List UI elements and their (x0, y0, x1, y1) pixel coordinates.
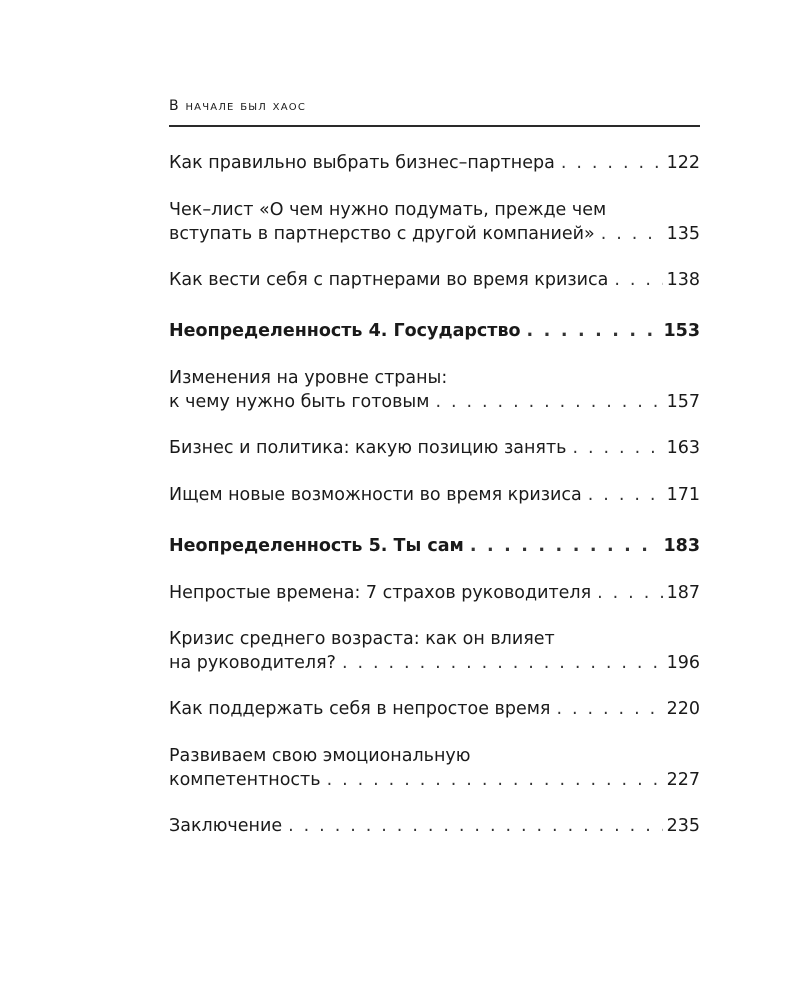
toc-entry-title: Развиваем свою эмоциональную (169, 746, 471, 766)
dot-leader (561, 152, 663, 176)
toc-entry-title-continued: к чему нужно быть готовым (169, 391, 430, 412)
toc-entry (169, 269, 700, 293)
toc-entry-title: Изменения на уровне страны: (169, 368, 448, 388)
toc-entry-title: Как поддержать себя в непростое время (169, 699, 551, 719)
toc-entry-title-continued: компетентность (169, 769, 321, 790)
toc-entry-title: Как правильно выбрать бизнес–партнера (169, 153, 555, 173)
toc-part-title: Неопределенность 4. Государство (169, 321, 521, 341)
toc-entry-title: Кризис среднего возраста: как он влияет (169, 629, 555, 649)
running-head-text: начале был хаос (179, 98, 307, 114)
toc-entry (169, 199, 700, 246)
toc-entry-title: Чек–лист «О чем нужно подумать, прежде чем (169, 200, 607, 220)
toc-entry (169, 367, 700, 414)
toc-entry (169, 745, 700, 792)
toc-page-number: 157 (666, 391, 700, 412)
dot-leader (470, 535, 660, 559)
running-head-initial: В (169, 98, 180, 114)
toc-part-entry (169, 320, 700, 344)
dot-leader (597, 582, 662, 606)
dot-leader (614, 269, 662, 293)
toc-entry (169, 698, 700, 722)
toc-entry (169, 815, 700, 839)
toc-page-number: 227 (666, 769, 700, 790)
toc-entry (169, 484, 700, 508)
toc-page-number: 163 (666, 438, 700, 458)
toc-entry-title: Бизнес и политика: какую позицию занять (169, 438, 567, 458)
header-rule (169, 125, 700, 127)
dot-leader (572, 437, 662, 461)
toc-entry-title: Непростые времена: 7 страхов руководителя (169, 583, 592, 603)
dot-leader (556, 698, 662, 722)
toc-page-number: 138 (666, 270, 700, 290)
dot-leader (527, 320, 660, 344)
toc-page-number: 183 (663, 536, 700, 556)
dot-leader (588, 484, 663, 508)
toc-page-number: 187 (666, 583, 700, 603)
toc-page-number: 122 (666, 153, 700, 173)
toc-entry-title: Ищем новые возможности во время кризиса (169, 485, 582, 505)
toc-part-title: Неопределенность 5. Ты сам (169, 536, 464, 556)
toc-entry (169, 437, 700, 461)
dot-leader (435, 391, 662, 415)
dot-leader (327, 769, 663, 793)
toc-entry-title: Заключение (169, 816, 283, 836)
toc-entry-title: Как вести себя с партнерами во время кризиса (169, 270, 609, 290)
toc-entry (169, 152, 700, 176)
toc-entry (169, 628, 700, 675)
toc-page-number: 135 (666, 223, 700, 244)
toc-page-number: 153 (663, 321, 700, 341)
toc-part-entry (169, 535, 700, 559)
toc-page-number: 171 (666, 485, 700, 505)
toc-entry (169, 582, 700, 606)
running-head (169, 98, 306, 114)
toc-page-number: 235 (666, 816, 700, 836)
toc-entry-title-continued: вступать в партнерство с другой компанией» (169, 223, 595, 244)
dot-leader (342, 652, 663, 676)
dot-leader (288, 815, 662, 839)
toc-page-number: 220 (666, 699, 700, 719)
dot-leader (601, 223, 663, 247)
toc-page-number: 196 (666, 652, 700, 673)
toc-entry-title-continued: на руководителя? (169, 652, 336, 673)
